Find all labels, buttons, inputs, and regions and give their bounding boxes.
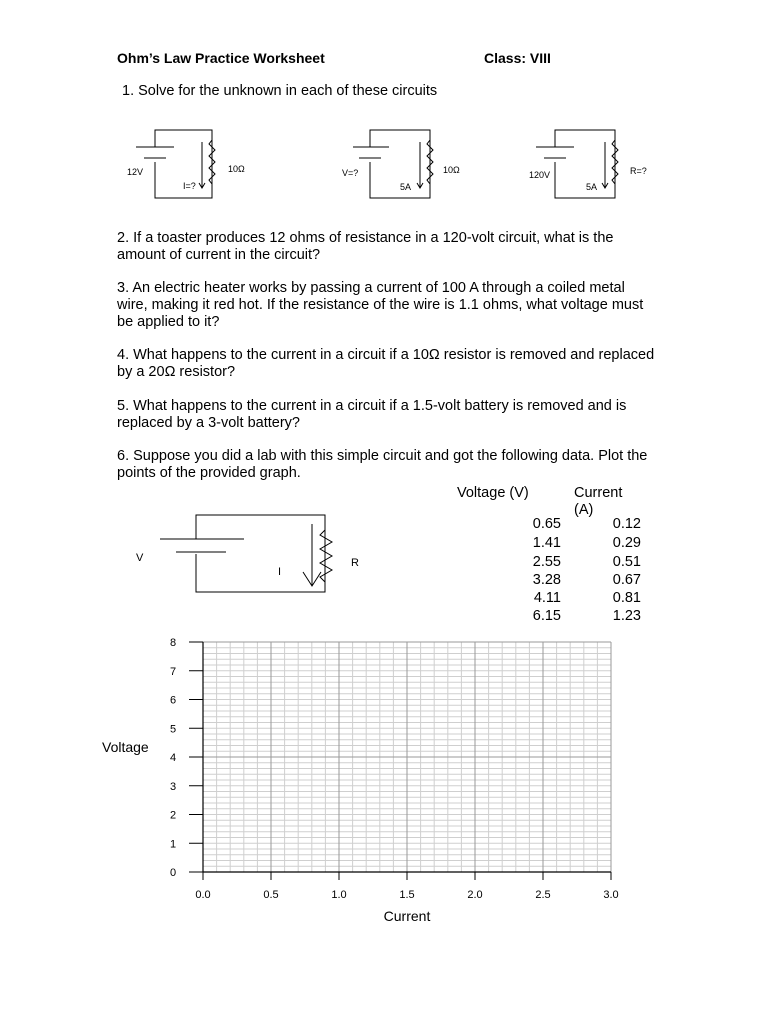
question-3: 3. An electric heater works by passing a current of 100 A through a coiled metal wire, making it red hot. If the resistance of the wire is 1.1 ohms, what voltage must be applied to it? xyxy=(117,280,644,330)
table-cell: 0.67 xyxy=(612,572,641,588)
circuit-3-battery-label: 120V xyxy=(529,170,551,180)
table-header-current: Current (A) xyxy=(574,485,623,518)
circuit-1-battery-label: 12V xyxy=(127,167,144,177)
x-axis-label: Current xyxy=(383,908,431,924)
x-tick-label: 3.0 xyxy=(603,889,619,901)
x-tick-label: 1.5 xyxy=(399,889,415,901)
y-tick-label: 1 xyxy=(169,838,177,851)
question-1: 1. Solve for the unknown in each of these circuits xyxy=(122,83,438,99)
y-tick-label: 2 xyxy=(169,809,177,822)
class-label: Class: VIII xyxy=(484,50,551,66)
table-cell: 6.15 xyxy=(532,608,561,624)
circuit-1-current-label: I=? xyxy=(183,181,196,191)
table-cell: 0.65 xyxy=(532,516,561,532)
circuit-2-resistor-label: 10Ω xyxy=(443,165,460,175)
y-tick-label: 7 xyxy=(169,665,177,678)
table-cell: 4.11 xyxy=(533,590,561,606)
circuit-2-current-label: 5A xyxy=(400,182,412,192)
circuit-3-diagram xyxy=(520,120,660,205)
y-tick-label: 0 xyxy=(169,867,177,879)
table-cell: 0.29 xyxy=(612,535,641,551)
y-tick-label: 8 xyxy=(169,637,177,649)
x-tick-label: 2.0 xyxy=(467,889,483,901)
table-cell: 3.28 xyxy=(532,572,561,588)
lab-current-label: I xyxy=(278,566,282,578)
lab-battery-label: V xyxy=(136,552,144,564)
x-tick-label: 0.0 xyxy=(195,889,211,901)
table-cell: 1.41 xyxy=(532,535,561,551)
x-tick-label: 1.0 xyxy=(331,889,347,901)
x-tick-label: 2.5 xyxy=(535,889,551,901)
table-cell: 2.55 xyxy=(532,554,561,570)
circuit-3-resistor-label: R=? xyxy=(630,166,647,176)
circuit-2-battery-label: V=? xyxy=(342,168,359,178)
question-4: 4. What happens to the current in a circuit if a 10Ω resistor is removed and replaced by a 20Ω resistor? xyxy=(117,347,655,380)
question-2: 2. If a toaster produces 12 ohms of resistance in a 120-volt circuit, what is the amount of current in the circuit? xyxy=(117,230,614,263)
y-tick-label: 3 xyxy=(169,780,177,793)
y-axis-label: Voltage xyxy=(102,739,149,755)
y-tick-label: 4 xyxy=(169,752,177,764)
voltage-current-graph xyxy=(95,632,635,932)
table-header-voltage: Voltage (V) xyxy=(457,485,529,501)
lab-resistor-label: R xyxy=(351,557,359,569)
x-tick-label: 0.5 xyxy=(263,889,279,901)
table-cell: 0.12 xyxy=(612,516,641,532)
question-6: 6. Suppose you did a lab with this simple circuit and got the following data. Plot the points of the provided graph. xyxy=(117,448,648,481)
y-tick-label: 5 xyxy=(169,723,177,736)
circuit-3-current-label: 5A xyxy=(586,182,598,192)
y-tick-label: 6 xyxy=(169,694,177,707)
lab-circuit-diagram xyxy=(130,508,360,598)
table-cell: 1.23 xyxy=(612,608,641,624)
circuit-2-diagram xyxy=(335,120,475,205)
table-cell: 0.51 xyxy=(612,554,641,570)
circuit-1-diagram xyxy=(120,120,260,205)
table-cell: 0.81 xyxy=(612,590,641,606)
circuit-1-resistor-label: 10Ω xyxy=(228,164,245,174)
question-5: 5. What happens to the current in a circuit if a 1.5-volt battery is removed and is replaced by a 3-volt battery? xyxy=(117,398,627,431)
worksheet-title: Ohm’s Law Practice Worksheet xyxy=(117,50,325,66)
